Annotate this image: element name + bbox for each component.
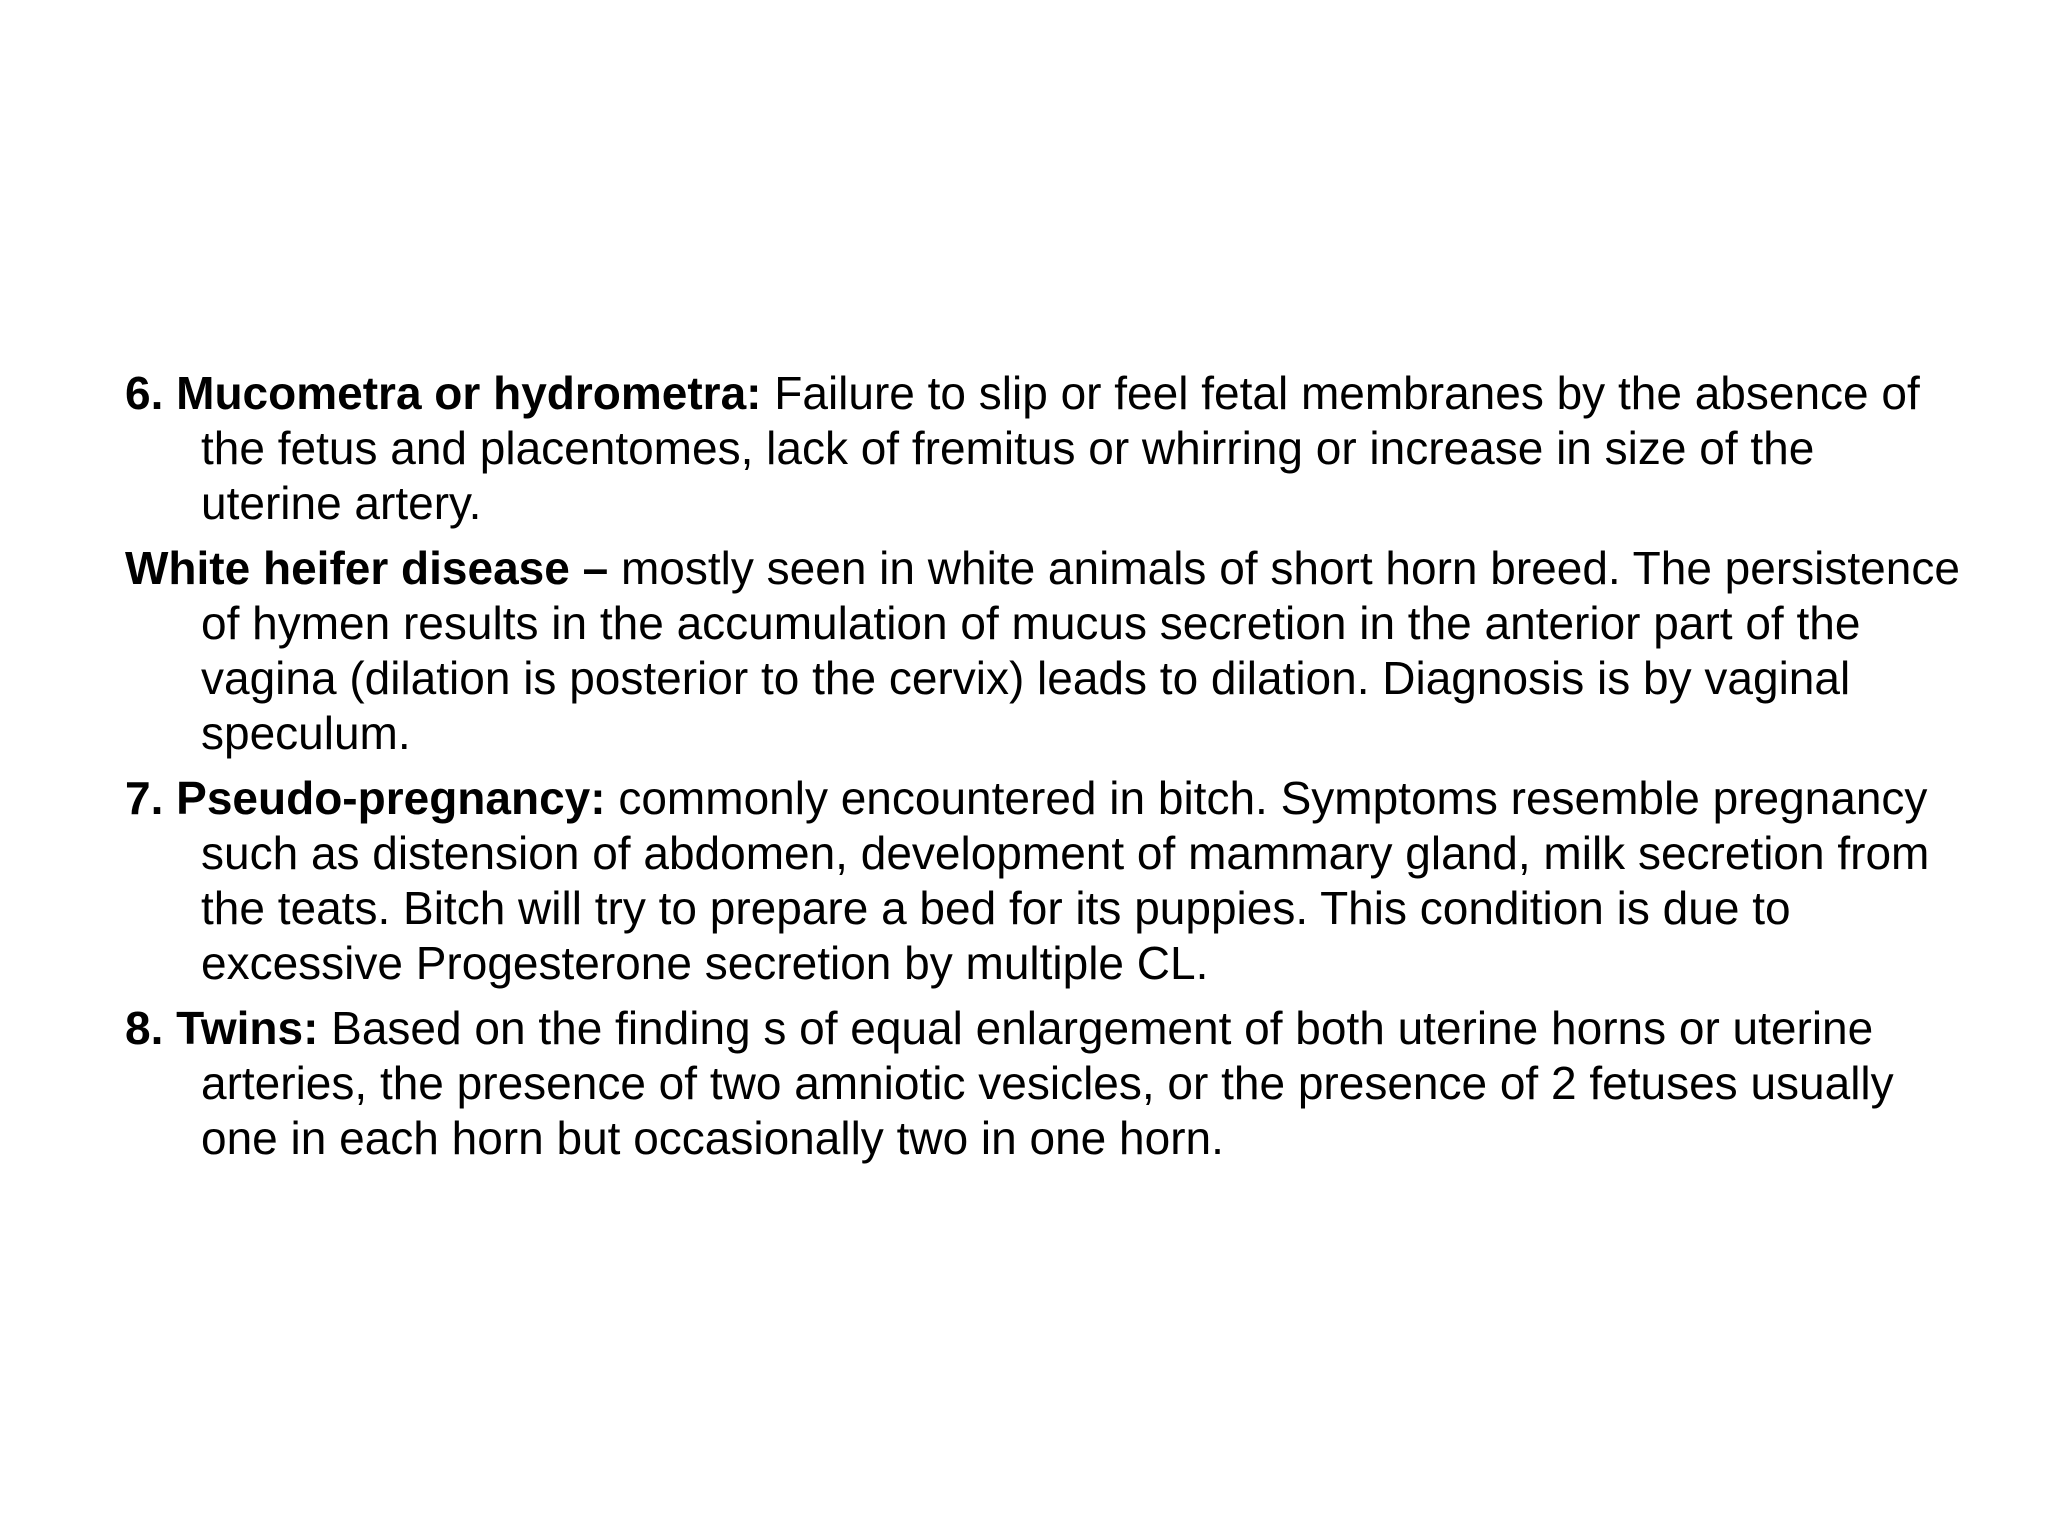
- paragraph-white-heifer-disease: [125, 541, 1965, 761]
- term-pseudo-pregnancy: 7. Pseudo-pregnancy:: [125, 772, 606, 824]
- term-mucometra: 6. Mucometra or hydrometra:: [125, 367, 762, 419]
- term-twins: 8. Twins:: [125, 1002, 319, 1054]
- text-white-heifer-disease: mostly seen in white animals of short horn breed. The persistence of hymen results in the accumulation of mucus secretion in the anterior part of the vagina (dilation is posterior to the cervix) leads to dilation. Diagnosis is by vaginal speculum.: [201, 542, 1960, 759]
- term-white-heifer-disease: White heifer disease –: [125, 542, 609, 594]
- paragraph-mucometra: [125, 366, 1965, 531]
- text-mucometra: Failure to slip or feel fetal membranes by the absence of the fetus and placentomes, lack of fremitus or whirring or increase in size of the uterine artery.: [201, 367, 1920, 529]
- paragraph-twins: [125, 1001, 1965, 1166]
- text-twins: Based on the finding s of equal enlargement of both uterine horns or uterine arteries, the presence of two amniotic vesicles, or the presence of 2 fetuses usually one in each horn but occasionally two in one horn.: [201, 1002, 1894, 1164]
- slide-body: [125, 366, 1965, 1176]
- text-pseudo-pregnancy: commonly encountered in bitch. Symptoms resemble pregnancy such as distension of abdomen, development of mammary gland, milk secretion from the teats. Bitch will try to prepare a bed for its puppies. This condition is due to excessive Progesterone secretion by multiple CL.: [201, 772, 1930, 989]
- paragraph-pseudo-pregnancy: [125, 771, 1965, 991]
